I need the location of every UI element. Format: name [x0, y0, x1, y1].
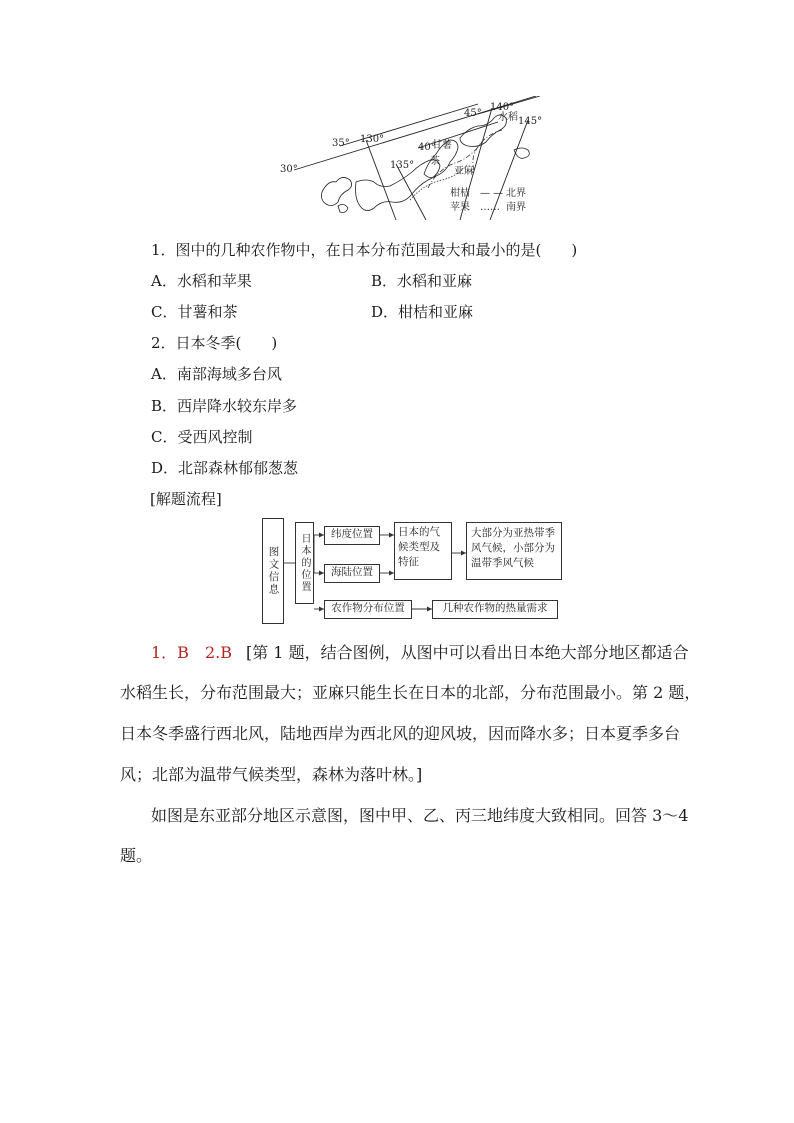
flow-box-climate-result: 大部分为亚热带季风气候，小部分为温带季风气候	[466, 522, 562, 580]
map-label-lat-30: 30°	[280, 164, 298, 175]
japan-crop-map	[278, 96, 550, 220]
map-label-lat-45: 45°	[464, 108, 482, 119]
q2-option-a: A．南部海域多台风	[151, 365, 282, 383]
q1-option-d: D．柑桔和亚麻	[371, 303, 474, 321]
intro-line-2: 题。	[120, 846, 153, 865]
map-label-citrus: 柑桔	[450, 188, 470, 199]
q1-stem: 1．图中的几种农作物中，在日本分布范围最大和最小的是( )	[151, 241, 578, 259]
map-label-apple: 苹果	[450, 202, 470, 213]
answer-line-4: 风；北部为温带气候类型，森林为落叶林。]	[120, 765, 423, 784]
legend-south-line: ……	[480, 202, 500, 213]
rice-boundary	[473, 130, 502, 170]
flow-box-latitude: 纬度位置	[324, 526, 380, 545]
answer-text-1: [第 1 题，结合图例，从图中可以看出日本绝大部分地区都适合	[245, 643, 689, 662]
q2-option-c: C．受西风控制	[151, 428, 253, 446]
map-label-lon-130: 130°	[360, 134, 385, 145]
map-label-tea: 茶	[430, 156, 440, 167]
map-label-lat-40: 40°	[418, 142, 436, 153]
solve-flowchart	[262, 518, 562, 624]
lon-line-130	[366, 140, 396, 220]
q2-stem: 2．日本冬季( )	[151, 334, 278, 352]
q1-option-b: B．水稻和亚麻	[371, 272, 473, 290]
flow-box-sea-land: 海陆位置	[324, 564, 380, 583]
map-label-flax: 亚麻	[454, 166, 474, 177]
map-label-lon-140: 140°	[490, 102, 515, 113]
flow-box-heat-demand: 几种农作物的热量需求	[432, 600, 558, 619]
q1-option-a: A．水稻和苹果	[151, 272, 252, 290]
legend-north-line: — —	[480, 188, 504, 199]
map-label-rice: 水稻	[498, 112, 518, 123]
q2-option-b: B．西岸降水较东岸多	[151, 397, 298, 415]
answer-line-3: 日本冬季盛行西北风，陆地西岸为西北风的迎风坡，因而降水多；日本夏季多台	[120, 724, 681, 743]
answer-keys: 1．B 2.B	[151, 643, 232, 662]
map-label-lat-35: 35°	[332, 138, 350, 149]
q2-option-d: D．北部森林郁郁葱葱	[151, 459, 299, 477]
q1-option-c: C．甘薯和茶	[151, 303, 238, 321]
flow-box-crop-position: 农作物分布位置	[324, 600, 412, 619]
flow-box-climate: 日本的气候类型及特征	[394, 522, 452, 580]
answer-line-2: 水稻生长，分布范围最大；亚麻只能生长在日本的北部，分布范围最小。第 2 题，	[120, 683, 701, 702]
legend-north-label: 北界	[506, 188, 526, 199]
map-label-lon-135: 135°	[390, 160, 415, 171]
solve-process-title: [解题流程]	[150, 490, 222, 508]
map-label-lon-145: 145°	[518, 116, 543, 127]
map-label-sweet-potato: 甘薯	[432, 140, 452, 151]
answer-line-1	[151, 643, 689, 663]
flow-box-japan-position: 日本的位置	[295, 522, 314, 604]
flow-box-info: 图文信息	[262, 518, 284, 624]
intro-line-1: 如图是东亚部分地区示意图，图中甲、乙、丙三地纬度大致相同。回答 3～4	[151, 806, 689, 825]
legend-south-label: 南界	[506, 202, 526, 213]
